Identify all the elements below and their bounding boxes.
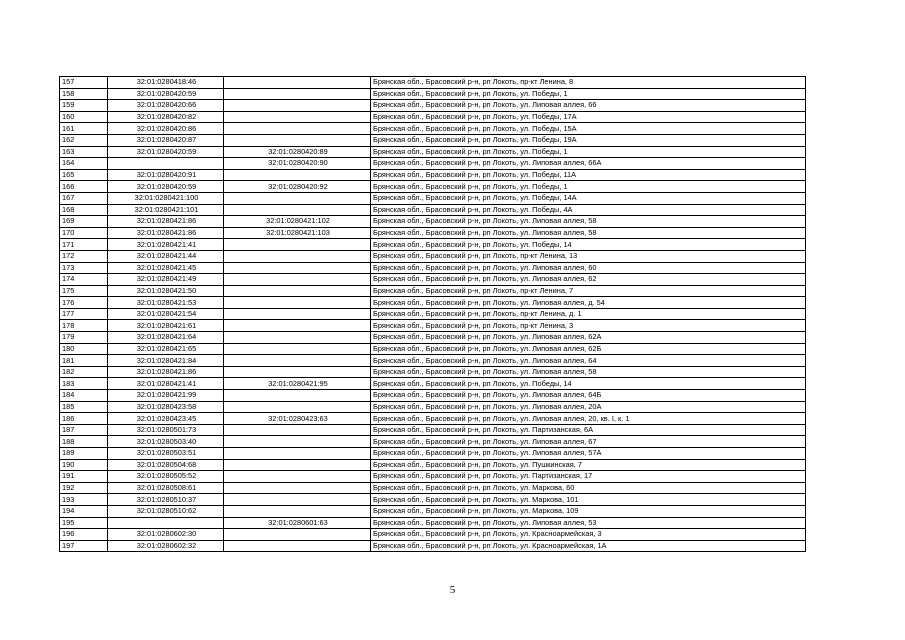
row-number-cell: 164 bbox=[60, 158, 108, 170]
row-number-cell: 163 bbox=[60, 146, 108, 158]
sub-parcel-number-cell bbox=[224, 274, 371, 286]
table-row bbox=[60, 355, 806, 367]
sub-parcel-number-cell bbox=[224, 355, 371, 367]
row-number-cell: 190 bbox=[60, 459, 108, 471]
sub-parcel-number-cell bbox=[224, 332, 371, 344]
row-number-cell: 170 bbox=[60, 227, 108, 239]
address-cell: Брянская обл., Брасовский р-н, рп Локоть, ул. Липовая аллея, 58 bbox=[371, 366, 806, 378]
sub-parcel-number-cell: 32:01:0280420:92 bbox=[224, 181, 371, 193]
table-row bbox=[60, 482, 806, 494]
sub-parcel-number-cell bbox=[224, 471, 371, 483]
parcel-number-cell: 32:01:0280421:41 bbox=[108, 378, 224, 390]
table-row bbox=[60, 123, 806, 135]
table-row bbox=[60, 146, 806, 158]
table-row bbox=[60, 494, 806, 506]
table-row bbox=[60, 308, 806, 320]
address-cell: Брянская обл., Брасовский р-н, рп Локоть, ул. Победы, 4А bbox=[371, 204, 806, 216]
sub-parcel-number-cell: 32:01:0280421:95 bbox=[224, 378, 371, 390]
parcel-number-cell: 32:01:0280602:30 bbox=[108, 529, 224, 541]
table-row bbox=[60, 436, 806, 448]
sub-parcel-number-cell bbox=[224, 77, 371, 89]
table-row bbox=[60, 134, 806, 146]
row-number-cell: 158 bbox=[60, 88, 108, 100]
row-number-cell: 180 bbox=[60, 343, 108, 355]
parcel-number-cell: 32:01:0280418:46 bbox=[108, 77, 224, 89]
table-row bbox=[60, 505, 806, 517]
row-number-cell: 160 bbox=[60, 111, 108, 123]
address-cell: Брянская обл., Брасовский р-н, рп Локоть, ул. Липовая аллея, 62 bbox=[371, 274, 806, 286]
sub-parcel-number-cell: 32:01:0280420:89 bbox=[224, 146, 371, 158]
address-cell: Брянская обл., Брасовский р-н, рп Локоть, ул. Пушкинская, 7 bbox=[371, 459, 806, 471]
parcel-number-cell: 32:01:0280421:54 bbox=[108, 308, 224, 320]
parcel-number-cell: 32:01:0280421:100 bbox=[108, 192, 224, 204]
parcel-number-cell: 32:01:0280421:53 bbox=[108, 297, 224, 309]
sub-parcel-number-cell bbox=[224, 390, 371, 402]
address-cell: Брянская обл., Брасовский р-н, рп Локоть, ул. Победы, 15А bbox=[371, 123, 806, 135]
address-cell: Брянская обл., Брасовский р-н, рп Локоть, ул. Маркова, 109 bbox=[371, 505, 806, 517]
address-cell: Брянская обл., Брасовский р-н, рп Локоть, ул. Липовая аллея, 20, кв. I, к. 1 bbox=[371, 413, 806, 425]
parcel-number-cell: 32:01:0280420:82 bbox=[108, 111, 224, 123]
row-number-cell: 167 bbox=[60, 192, 108, 204]
address-cell: Брянская обл., Брасовский р-н, рп Локоть, ул. Победы, 14 bbox=[371, 378, 806, 390]
row-number-cell: 178 bbox=[60, 320, 108, 332]
parcel-number-cell: 32:01:0280421:50 bbox=[108, 285, 224, 297]
row-number-cell: 189 bbox=[60, 448, 108, 460]
address-cell: Брянская обл., Брасовский р-н, рп Локоть, ул. Липовая аллея, 62А bbox=[371, 332, 806, 344]
row-number-cell: 159 bbox=[60, 100, 108, 112]
row-number-cell: 162 bbox=[60, 134, 108, 146]
row-number-cell: 171 bbox=[60, 239, 108, 251]
parcel-number-cell: 32:01:0280503:40 bbox=[108, 436, 224, 448]
sub-parcel-number-cell bbox=[224, 366, 371, 378]
row-number-cell: 191 bbox=[60, 471, 108, 483]
address-cell: Брянская обл., Брасовский р-н, рп Локоть, ул. Липовая аллея, 57А bbox=[371, 448, 806, 460]
address-cell: Брянская обл., Брасовский р-н, рп Локоть, пр-кт Ленина, 7 bbox=[371, 285, 806, 297]
row-number-cell: 173 bbox=[60, 262, 108, 274]
sub-parcel-number-cell bbox=[224, 169, 371, 181]
table-row bbox=[60, 332, 806, 344]
table-row bbox=[60, 204, 806, 216]
row-number-cell: 169 bbox=[60, 216, 108, 228]
parcel-number-cell: 32:01:0280420:66 bbox=[108, 100, 224, 112]
sub-parcel-number-cell bbox=[224, 482, 371, 494]
table-row bbox=[60, 448, 806, 460]
address-cell: Брянская обл., Брасовский р-н, рп Локоть, ул. Партизанская, 17 bbox=[371, 471, 806, 483]
sub-parcel-number-cell bbox=[224, 505, 371, 517]
row-number-cell: 175 bbox=[60, 285, 108, 297]
parcel-number-cell: 32:01:0280421:86 bbox=[108, 366, 224, 378]
table-row bbox=[60, 250, 806, 262]
sub-parcel-number-cell: 32:01:0280601:63 bbox=[224, 517, 371, 529]
address-cell: Брянская обл., Брасовский р-н, рп Локоть, пр-кт Ленина, 8 bbox=[371, 77, 806, 89]
table-row bbox=[60, 378, 806, 390]
table-row bbox=[60, 390, 806, 402]
address-cell: Брянская обл., Брасовский р-н, рп Локоть, ул. Маркова, 60 bbox=[371, 482, 806, 494]
sub-parcel-number-cell bbox=[224, 424, 371, 436]
table-row bbox=[60, 366, 806, 378]
parcel-number-cell bbox=[108, 517, 224, 529]
table-row bbox=[60, 471, 806, 483]
address-cell: Брянская обл., Брасовский р-н, рп Локоть, ул. Победы, 11А bbox=[371, 169, 806, 181]
address-cell: Брянская обл., Брасовский р-н, рп Локоть, пр-кт Ленина, 3 bbox=[371, 320, 806, 332]
table-row bbox=[60, 262, 806, 274]
row-number-cell: 174 bbox=[60, 274, 108, 286]
table-row bbox=[60, 77, 806, 89]
sub-parcel-number-cell bbox=[224, 320, 371, 332]
table-row bbox=[60, 169, 806, 181]
sub-parcel-number-cell bbox=[224, 134, 371, 146]
row-number-cell: 188 bbox=[60, 436, 108, 448]
parcel-number-cell: 32:01:0280504:68 bbox=[108, 459, 224, 471]
parcel-number-cell: 32:01:0280420:87 bbox=[108, 134, 224, 146]
row-number-cell: 168 bbox=[60, 204, 108, 216]
address-cell: Брянская обл., Брасовский р-н, рп Локоть, ул. Липовая аллея, 58 bbox=[371, 227, 806, 239]
row-number-cell: 193 bbox=[60, 494, 108, 506]
parcel-number-cell: 32:01:0280602:32 bbox=[108, 540, 224, 552]
row-number-cell: 195 bbox=[60, 517, 108, 529]
address-cell: Брянская обл., Брасовский р-н, рп Локоть, ул. Победы, 1 bbox=[371, 146, 806, 158]
address-cell: Брянская обл., Брасовский р-н, рп Локоть, ул. Красноармейская, 3 bbox=[371, 529, 806, 541]
address-cell: Брянская обл., Брасовский р-н, рп Локоть, ул. Липовая аллея, 66 bbox=[371, 100, 806, 112]
table-row bbox=[60, 320, 806, 332]
row-number-cell: 176 bbox=[60, 297, 108, 309]
page-number: 5 bbox=[449, 584, 456, 596]
sub-parcel-number-cell bbox=[224, 123, 371, 135]
table-row bbox=[60, 158, 806, 170]
row-number-cell: 187 bbox=[60, 424, 108, 436]
parcel-number-cell bbox=[108, 158, 224, 170]
sub-parcel-number-cell bbox=[224, 204, 371, 216]
parcels-table bbox=[59, 76, 806, 552]
table-row bbox=[60, 297, 806, 309]
sub-parcel-number-cell bbox=[224, 88, 371, 100]
parcel-number-cell: 32:01:0280421:41 bbox=[108, 239, 224, 251]
row-number-cell: 177 bbox=[60, 308, 108, 320]
sub-parcel-number-cell bbox=[224, 448, 371, 460]
address-cell: Брянская обл., Брасовский р-н, рп Локоть, ул. Липовая аллея, 53 bbox=[371, 517, 806, 529]
parcel-number-cell: 32:01:0280503:51 bbox=[108, 448, 224, 460]
parcel-number-cell: 32:01:0280501:73 bbox=[108, 424, 224, 436]
sub-parcel-number-cell: 32:01:0280421:102 bbox=[224, 216, 371, 228]
parcel-number-cell: 32:01:0280510:62 bbox=[108, 505, 224, 517]
address-cell: Брянская обл., Брасовский р-н, рп Локоть, ул. Липовая аллея, 60 bbox=[371, 262, 806, 274]
parcel-number-cell: 32:01:0280421:84 bbox=[108, 355, 224, 367]
address-cell: Брянская обл., Брасовский р-н, рп Локоть, ул. Победы, 14 bbox=[371, 239, 806, 251]
address-cell: Брянская обл., Брасовский р-н, рп Локоть, ул. Липовая аллея, 67 bbox=[371, 436, 806, 448]
sub-parcel-number-cell bbox=[224, 343, 371, 355]
address-cell: Брянская обл., Брасовский р-н, рп Локоть, пр-кт Ленина, 13 bbox=[371, 250, 806, 262]
sub-parcel-number-cell bbox=[224, 494, 371, 506]
sub-parcel-number-cell bbox=[224, 100, 371, 112]
parcel-number-cell: 32:01:0280421:61 bbox=[108, 320, 224, 332]
parcel-number-cell: 32:01:0280423:58 bbox=[108, 401, 224, 413]
sub-parcel-number-cell bbox=[224, 540, 371, 552]
parcel-number-cell: 32:01:0280421:101 bbox=[108, 204, 224, 216]
sub-parcel-number-cell bbox=[224, 529, 371, 541]
sub-parcel-number-cell bbox=[224, 250, 371, 262]
table-row bbox=[60, 111, 806, 123]
row-number-cell: 196 bbox=[60, 529, 108, 541]
row-number-cell: 157 bbox=[60, 77, 108, 89]
table-row bbox=[60, 517, 806, 529]
table-row bbox=[60, 192, 806, 204]
address-cell: Брянская обл., Брасовский р-н, рп Локоть, ул. Победы, 19А bbox=[371, 134, 806, 146]
parcel-number-cell: 32:01:0280421:45 bbox=[108, 262, 224, 274]
sub-parcel-number-cell bbox=[224, 308, 371, 320]
table-row bbox=[60, 459, 806, 471]
parcels-table-body bbox=[60, 77, 806, 552]
parcel-number-cell: 32:01:0280420:59 bbox=[108, 146, 224, 158]
row-number-cell: 185 bbox=[60, 401, 108, 413]
sub-parcel-number-cell bbox=[224, 297, 371, 309]
row-number-cell: 186 bbox=[60, 413, 108, 425]
sub-parcel-number-cell bbox=[224, 239, 371, 251]
address-cell: Брянская обл., Брасовский р-н, рп Локоть, ул. Партизанская, 6А bbox=[371, 424, 806, 436]
sub-parcel-number-cell: 32:01:0280423:63 bbox=[224, 413, 371, 425]
sub-parcel-number-cell bbox=[224, 262, 371, 274]
table-row bbox=[60, 100, 806, 112]
table-row bbox=[60, 285, 806, 297]
parcel-number-cell: 32:01:0280505:52 bbox=[108, 471, 224, 483]
table-row bbox=[60, 239, 806, 251]
table-row bbox=[60, 216, 806, 228]
row-number-cell: 192 bbox=[60, 482, 108, 494]
parcel-number-cell: 32:01:0280510:37 bbox=[108, 494, 224, 506]
address-cell: Брянская обл., Брасовский р-н, рп Локоть, ул. Липовая аллея, д. 54 bbox=[371, 297, 806, 309]
address-cell: Брянская обл., Брасовский р-н, рп Локоть, пр-кт Ленина, д. 1 bbox=[371, 308, 806, 320]
table-row bbox=[60, 227, 806, 239]
row-number-cell: 197 bbox=[60, 540, 108, 552]
table-row bbox=[60, 540, 806, 552]
sub-parcel-number-cell bbox=[224, 111, 371, 123]
row-number-cell: 184 bbox=[60, 390, 108, 402]
parcel-number-cell: 32:01:0280420:86 bbox=[108, 123, 224, 135]
sub-parcel-number-cell bbox=[224, 285, 371, 297]
address-cell: Брянская обл., Брасовский р-н, рп Локоть, ул. Липовая аллея, 66А bbox=[371, 158, 806, 170]
parcel-number-cell: 32:01:0280421:86 bbox=[108, 216, 224, 228]
sub-parcel-number-cell bbox=[224, 401, 371, 413]
row-number-cell: 161 bbox=[60, 123, 108, 135]
table-row bbox=[60, 274, 806, 286]
parcel-number-cell: 32:01:0280420:91 bbox=[108, 169, 224, 181]
row-number-cell: 166 bbox=[60, 181, 108, 193]
sub-parcel-number-cell: 32:01:0280421:103 bbox=[224, 227, 371, 239]
parcel-number-cell: 32:01:0280421:64 bbox=[108, 332, 224, 344]
address-cell: Брянская обл., Брасовский р-н, рп Локоть, ул. Липовая аллея, 64Б bbox=[371, 390, 806, 402]
parcel-number-cell: 32:01:0280421:99 bbox=[108, 390, 224, 402]
address-cell: Брянская обл., Брасовский р-н, рп Локоть, ул. Липовая аллея, 20А bbox=[371, 401, 806, 413]
sub-parcel-number-cell bbox=[224, 436, 371, 448]
table-row bbox=[60, 529, 806, 541]
parcel-number-cell: 32:01:0280423:45 bbox=[108, 413, 224, 425]
address-cell: Брянская обл., Брасовский р-н, рп Локоть, ул. Липовая аллея, 64 bbox=[371, 355, 806, 367]
address-cell: Брянская обл., Брасовский р-н, рп Локоть, ул. Победы, 14А bbox=[371, 192, 806, 204]
address-cell: Брянская обл., Брасовский р-н, рп Локоть, ул. Победы, 1 bbox=[371, 88, 806, 100]
address-cell: Брянская обл., Брасовский р-н, рп Локоть, ул. Победы, 17А bbox=[371, 111, 806, 123]
sub-parcel-number-cell bbox=[224, 192, 371, 204]
address-cell: Брянская обл., Брасовский р-н, рп Локоть, ул. Красноармейская, 1А bbox=[371, 540, 806, 552]
table-row bbox=[60, 424, 806, 436]
parcel-number-cell: 32:01:0280421:65 bbox=[108, 343, 224, 355]
address-cell: Брянская обл., Брасовский р-н, рп Локоть, ул. Маркова, 101 bbox=[371, 494, 806, 506]
parcel-number-cell: 32:01:0280421:44 bbox=[108, 250, 224, 262]
address-cell: Брянская обл., Брасовский р-н, рп Локоть, ул. Победы, 1 bbox=[371, 181, 806, 193]
row-number-cell: 179 bbox=[60, 332, 108, 344]
address-cell: Брянская обл., Брасовский р-н, рп Локоть, ул. Липовая аллея, 62Б bbox=[371, 343, 806, 355]
parcel-number-cell: 32:01:0280508:61 bbox=[108, 482, 224, 494]
table-row bbox=[60, 181, 806, 193]
table-row bbox=[60, 401, 806, 413]
row-number-cell: 172 bbox=[60, 250, 108, 262]
parcel-number-cell: 32:01:0280420:59 bbox=[108, 181, 224, 193]
row-number-cell: 165 bbox=[60, 169, 108, 181]
sub-parcel-number-cell: 32:01:0280420:90 bbox=[224, 158, 371, 170]
row-number-cell: 194 bbox=[60, 505, 108, 517]
parcel-number-cell: 32:01:0280421:86 bbox=[108, 227, 224, 239]
table-row bbox=[60, 343, 806, 355]
row-number-cell: 182 bbox=[60, 366, 108, 378]
row-number-cell: 181 bbox=[60, 355, 108, 367]
table-row bbox=[60, 413, 806, 425]
address-cell: Брянская обл., Брасовский р-н, рп Локоть, ул. Липовая аллея, 58 bbox=[371, 216, 806, 228]
sub-parcel-number-cell bbox=[224, 459, 371, 471]
parcel-number-cell: 32:01:0280421:49 bbox=[108, 274, 224, 286]
table-row bbox=[60, 88, 806, 100]
parcel-number-cell: 32:01:0280420:59 bbox=[108, 88, 224, 100]
row-number-cell: 183 bbox=[60, 378, 108, 390]
